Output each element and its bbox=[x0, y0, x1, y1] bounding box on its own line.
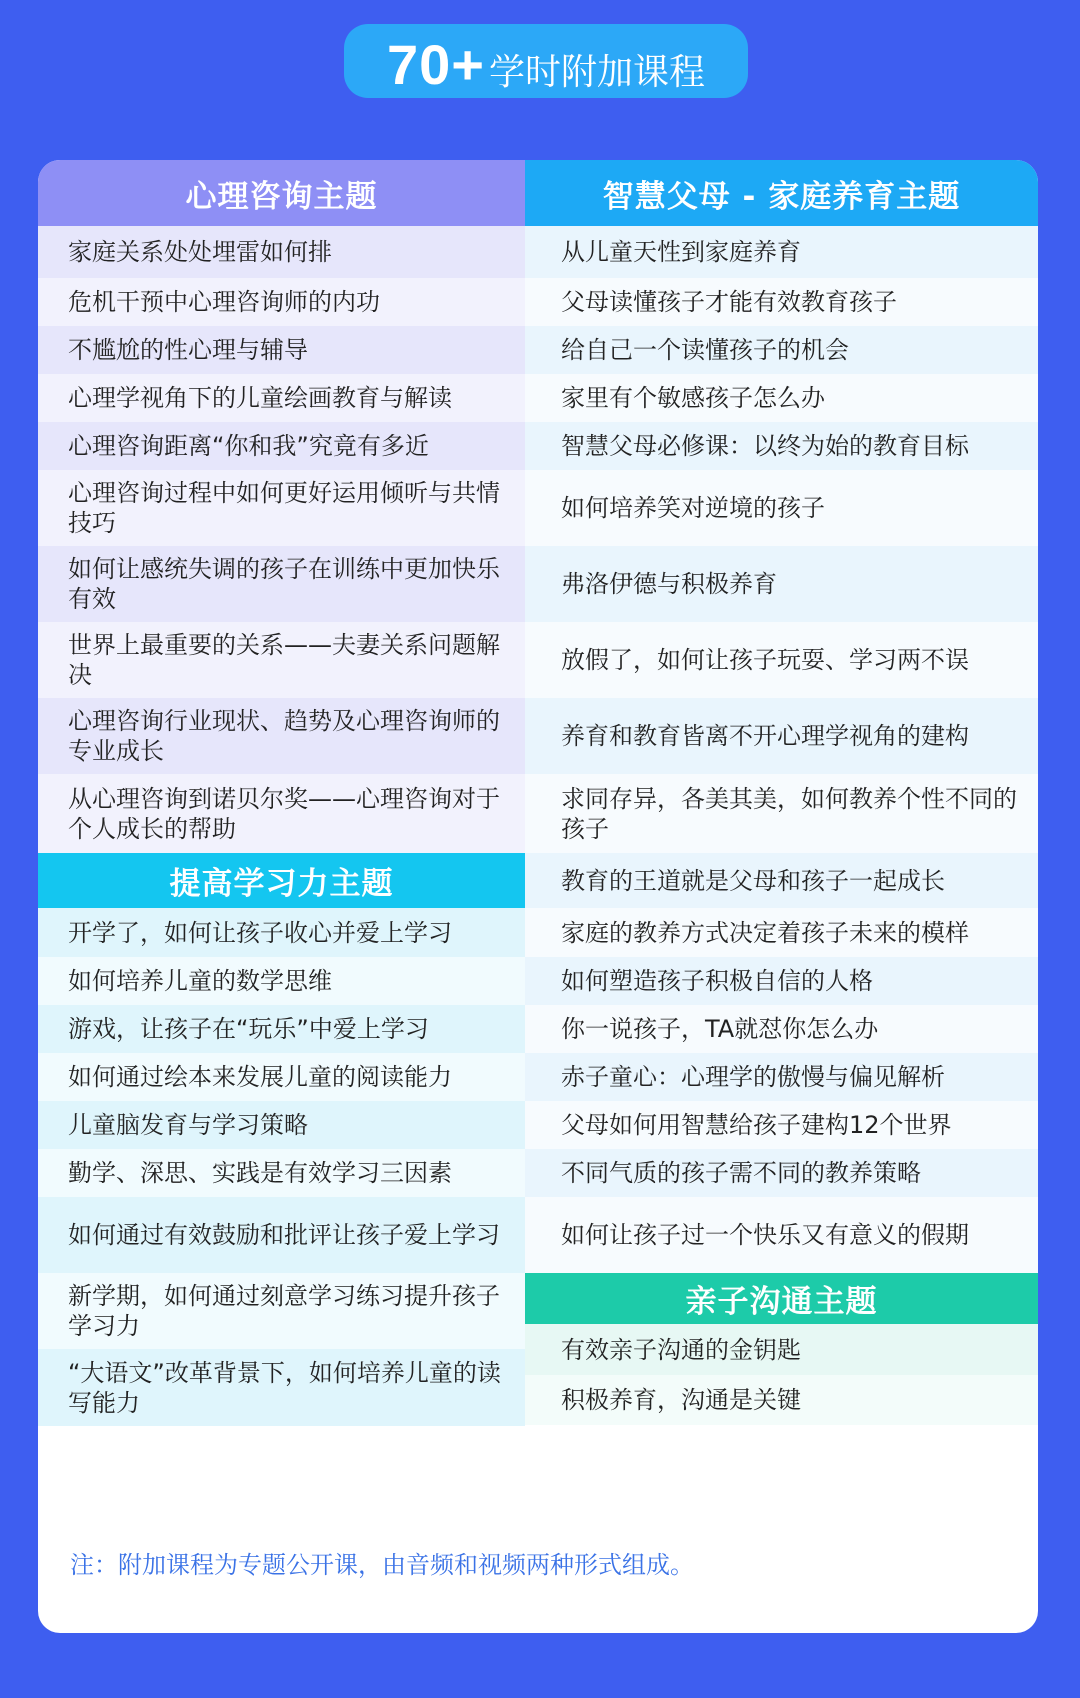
course-item-psych bbox=[38, 326, 525, 374]
course-item-learning bbox=[38, 1149, 525, 1197]
course-title: 世界上最重要的关系——夫妻关系问题解决 bbox=[68, 631, 500, 689]
course-title: 心理咨询过程中如何更好运用倾听与共情技巧 bbox=[68, 479, 500, 537]
course-title: 儿童脑发育与学习策略 bbox=[68, 1111, 308, 1139]
course-title: 从儿童天性到家庭养育 bbox=[561, 238, 801, 266]
left-column bbox=[38, 160, 525, 1426]
section-header-learning: 提高学习力主题 bbox=[38, 853, 525, 908]
course-title: 新学期，如何通过刻意学习练习提升孩子学习力 bbox=[68, 1282, 500, 1340]
course-title: 心理学视角下的儿童绘画教育与解读 bbox=[68, 384, 452, 412]
course-title: 如何培养笑对逆境的孩子 bbox=[561, 494, 825, 522]
course-item-psych bbox=[38, 774, 525, 853]
course-item-psych bbox=[38, 698, 525, 774]
section-header-psych: 心理咨询主题 bbox=[38, 160, 525, 226]
course-title: 不同气质的孩子需不同的教养策略 bbox=[561, 1159, 921, 1187]
course-title: 弗洛伊德与积极养育 bbox=[561, 570, 777, 598]
course-title: 家庭关系处处埋雷如何排 bbox=[68, 238, 332, 266]
course-title: 放假了，如何让孩子玩耍、学习两不误 bbox=[561, 646, 969, 674]
course-item-communication bbox=[525, 1375, 1038, 1425]
course-title: “大语文”改革背景下，如何培养儿童的读写能力 bbox=[68, 1358, 501, 1417]
course-title: 教育的王道就是父母和孩子一起成长 bbox=[561, 866, 945, 895]
course-title: 开学了，如何让孩子收心并爱上学习 bbox=[68, 918, 452, 947]
course-title: 父母如何用智慧给孩子建构12个世界 bbox=[561, 1111, 952, 1139]
course-item-parenting bbox=[525, 278, 1038, 326]
course-title: 不尴尬的性心理与辅导 bbox=[68, 336, 308, 364]
course-title: 游戏，让孩子在“玩乐”中爱上学习 bbox=[68, 1015, 429, 1043]
course-item-learning bbox=[38, 1349, 525, 1426]
footnote: 注：附加课程为专题公开课，由音频和视频两种形式组成。 bbox=[70, 1551, 694, 1579]
course-item-learning bbox=[38, 1197, 525, 1273]
course-title: 父母读懂孩子才能有效教育孩子 bbox=[561, 288, 897, 316]
course-item-parenting bbox=[525, 853, 1038, 908]
course-title: 如何塑造孩子积极自信的人格 bbox=[561, 967, 873, 995]
title-number: 70+ bbox=[386, 33, 485, 96]
course-title: 如何让孩子过一个快乐又有意义的假期 bbox=[561, 1221, 969, 1249]
course-title: 家里有个敏感孩子怎么办 bbox=[561, 384, 825, 412]
course-item-psych bbox=[38, 422, 525, 470]
course-table bbox=[38, 160, 1038, 1633]
course-item-communication bbox=[525, 1324, 1038, 1375]
course-item-parenting bbox=[525, 546, 1038, 622]
course-title: 从心理咨询到诺贝尔奖——心理咨询对于个人成长的帮助 bbox=[68, 784, 500, 843]
course-item-parenting bbox=[525, 422, 1038, 470]
course-item-psych bbox=[38, 546, 525, 622]
section-header-communication: 亲子沟通主题 bbox=[525, 1273, 1038, 1324]
course-title: 养育和教育皆离不开心理学视角的建构 bbox=[561, 722, 969, 750]
course-item-parenting bbox=[525, 226, 1038, 278]
course-title: 如何让感统失调的孩子在训练中更加快乐有效 bbox=[68, 555, 500, 613]
course-item-parenting bbox=[525, 908, 1038, 957]
course-title: 如何培养儿童的数学思维 bbox=[68, 967, 332, 995]
course-item-parenting bbox=[525, 1005, 1038, 1053]
course-item-psych bbox=[38, 374, 525, 422]
course-title: 危机干预中心理咨询师的内功 bbox=[68, 288, 380, 316]
course-title: 积极养育，沟通是关键 bbox=[561, 1386, 801, 1414]
course-item-psych bbox=[38, 470, 525, 546]
course-item-learning bbox=[38, 908, 525, 957]
course-title: 如何通过有效鼓励和批评让孩子爱上学习 bbox=[68, 1221, 500, 1249]
course-title: 如何通过绘本来发展儿童的阅读能力 bbox=[68, 1063, 452, 1091]
title-text: 学时附加课程 bbox=[488, 52, 705, 93]
course-item-learning bbox=[38, 1005, 525, 1053]
course-title: 智慧父母必修课：以终为始的教育目标 bbox=[561, 432, 969, 460]
course-item-parenting bbox=[525, 326, 1038, 374]
course-item-learning bbox=[38, 1053, 525, 1101]
title-badge bbox=[344, 24, 748, 98]
course-item-learning bbox=[38, 957, 525, 1005]
course-item-psych bbox=[38, 278, 525, 326]
course-title: 你一说孩子，TA就怼你怎么办 bbox=[561, 1015, 879, 1043]
course-item-learning bbox=[38, 1273, 525, 1349]
course-item-parenting bbox=[525, 1053, 1038, 1101]
course-title: 赤子童心：心理学的傲慢与偏见解析 bbox=[561, 1063, 945, 1091]
course-item-parenting bbox=[525, 622, 1038, 698]
course-title: 心理咨询行业现状、趋势及心理咨询师的专业成长 bbox=[68, 707, 500, 765]
course-item-parenting bbox=[525, 1149, 1038, 1197]
course-item-parenting bbox=[525, 1101, 1038, 1149]
course-title: 心理咨询距离“你和我”究竟有多近 bbox=[68, 432, 429, 460]
course-item-psych bbox=[38, 622, 525, 698]
course-item-parenting bbox=[525, 698, 1038, 774]
course-title: 求同存异，各美其美，如何教养个性不同的孩子 bbox=[561, 784, 1017, 843]
right-column bbox=[525, 160, 1038, 1425]
section-header-parenting: 智慧父母 - 家庭养育主题 bbox=[525, 160, 1038, 226]
course-item-parenting bbox=[525, 1197, 1038, 1273]
course-item-parenting bbox=[525, 470, 1038, 546]
course-item-parenting bbox=[525, 957, 1038, 1005]
course-title: 给自己一个读懂孩子的机会 bbox=[561, 336, 849, 364]
course-title: 勤学、深思、实践是有效学习三因素 bbox=[68, 1159, 452, 1187]
course-item-psych bbox=[38, 226, 525, 278]
course-title: 有效亲子沟通的金钥匙 bbox=[561, 1335, 801, 1364]
course-title: 家庭的教养方式决定着孩子未来的模样 bbox=[561, 918, 969, 947]
course-item-parenting bbox=[525, 774, 1038, 853]
course-item-parenting bbox=[525, 374, 1038, 422]
course-item-learning bbox=[38, 1101, 525, 1149]
